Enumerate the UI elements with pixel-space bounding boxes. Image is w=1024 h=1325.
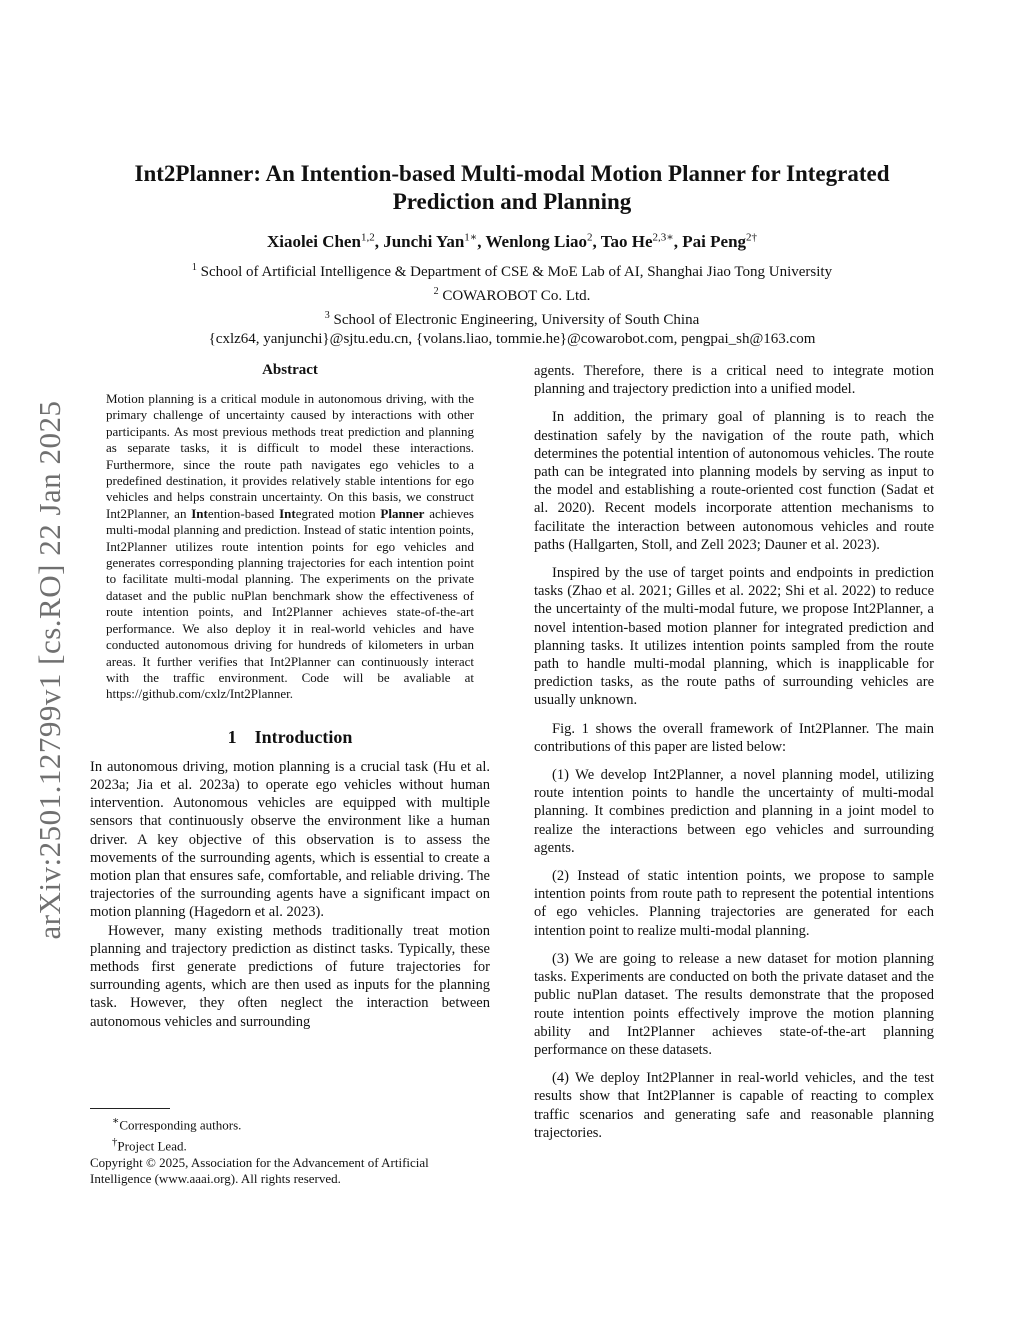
intro-paragraph: Inspired by the use of target points and endpoints in prediction tasks (Zhao et al. 2021; Gilles et al. 2022; Shi et al. 2022) to reduce the uncertainty of the multi-modal future, we propose Int2Planner, a novel intention-based motion planner for integrated prediction and planning tasks. It utilizes intention points sampled from the route path to handle multi-modal planning, which is inapplicable for prediction tasks, as the route paths of surrounding vehicles are usually unknown. xyxy=(534,565,934,709)
author-list xyxy=(100,230,924,252)
contribution-item: (3) We are going to release a new dataset for motion planning tasks. Experiments are conducted on both the private dataset and the public nuPlan dataset. The results demonstrate that the proposed route intention points effectively improve the motion planning ability and Int2Planner achieves state-of-the-art planning performance on these datasets. xyxy=(534,950,934,1058)
footnotes xyxy=(90,1108,490,1188)
contribution-item: (2) Instead of static intention points, we propose to sample intention points from route path to represent the potential intentions of ego vehicles. Planning trajectories are generated for each intention point to realize multi-modal planning. xyxy=(534,868,934,939)
intro-paragraph: In addition, the primary goal of planning is to reach the destination safely by the navigation of the route path, which determines the potential intention of autonomous vehicles. The route path can be integrated into planning models by serving as input to the model and establishing a route-oriented cost function (Sadat et al. 2020). Recent models incorporate attention mechanisms to facilitate the interaction between autonomous vehicles and route paths (Hallgarten, Stoll, and Zell 2023; Dauner et al. 2023). xyxy=(534,409,934,553)
intro-paragraph: However, many existing methods traditionally treat motion planning and trajectory prediction as distinct tasks. Typically, these methods first generate predictions of future trajectories for surrounding agents, which are then used as inputs for the planning task. However, they often neglect the interaction between autonomous vehicles and surrounding xyxy=(90,922,490,1030)
copyright-notice: Copyright © 2025, Association for the Advancement of Artificial Intelligence (www.aaai.org). All rights reserved. xyxy=(90,1154,429,1187)
abstract-body: Motion planning is a critical module in autonomous driving, with the primary challenge of uncertainty caused by interactions with other participants. As most previous methods treat prediction and planning as separate tasks, it is difficult to model these interactions. Furthermore, since the route path navigates ego vehicles to a predefined destination, it provides relatively stable intentions for ego vehicles and helps constrain uncertainty. On this basis, we construct Int2Planner, an Intention-based Integrated motion Planner achieves multi-modal planning and prediction. Instead of static intention points, Int2Planner utilizes route intention points for ego vehicles and generates corresponding planning trajectories for each intention point to facilitate multi-modal planning. The experiments on the private dataset and the public nuPlan benchmark show the effectiveness of route intention points, and Int2Planner achieves state-of-the-art performance. We also deploy it in real-world vehicles and have conducted autonomous driving for hundreds of kilometers in urban areas. It further verifies that Int2Planner can continuously interact with the traffic environment. Code will be avaliable at https://github.com/cxlz/Int2Planner. xyxy=(106,391,474,702)
affiliation-3: $^3$ School of Electronic Engineering, University of South China xyxy=(324,310,700,328)
paper-title-line-2: Prediction and Planning xyxy=(392,189,632,214)
paper-title xyxy=(100,160,924,216)
right-column xyxy=(534,362,934,1152)
section-heading-introduction: 1 Introduction xyxy=(227,726,353,747)
paper-title-line-1: Int2Planner: An Intention-based Multi-modal Motion Planner for Integrated xyxy=(134,161,890,186)
footnote-corresponding: ∗Corresponding authors. xyxy=(112,1115,242,1133)
author: Junchi Yan$^{1∗}$, xyxy=(383,231,486,251)
contribution-item: (4) We deploy Int2Planner in real-world vehicles, and the test results show that Int2Planner is capable of reacting to complex traffic scenarios and generating safe and reasonable planning trajectories. xyxy=(534,1070,934,1141)
affiliation-1: $^1$ School of Artificial Intelligence & Department of CSE & MoE Lab of AI, Shanghai Jiao Tong University xyxy=(191,262,833,280)
author: Xiaolei Chen$^{1,2}$, xyxy=(266,231,384,251)
affiliation-2: $^2$ COWAROBOT Co. Ltd. xyxy=(433,286,591,304)
intro-paragraph: Fig. 1 shows the overall framework of Int2Planner. The main contributions of this paper are listed below: xyxy=(534,720,934,755)
footnote-divider xyxy=(90,1108,170,1109)
abstract-heading: Abstract xyxy=(262,362,318,378)
arxiv-identifier-text: arXiv:2501.12799v1 [cs.RO] 22 Jan 2025 xyxy=(32,400,67,940)
author-emails: {cxlz64, yanjunchi}@sjtu.edu.cn, {volans.liao, tommie.he}@cowarobot.com, pengpai_sh@163.com xyxy=(208,331,816,347)
intro-paragraph: In autonomous driving, motion planning is a crucial task (Hu et al. 2023a; Jia et al. 2023a) to operate ego vehicles without human intervention. Autonomous vehicles are equipped with multiple sensors that continuously observe the environment like a human driver. A key objective of this observation is to assess the movements of the surrounding agents, which is essential to create a motion plan that ensures safe, comfortable, and reliable driving. The trajectories of the surrounding agents have a significant impact on motion planning (Hagedorn et al. 2023). xyxy=(90,758,490,921)
author: Pai Peng$^{2\dagger}$ xyxy=(682,231,758,251)
arxiv-identifier xyxy=(30,360,70,980)
affiliations xyxy=(100,258,924,349)
contribution-item: (1) We develop Int2Planner, a novel planning model, utilizing route intention points to handle the uncertainty of multi-modal planning. It combines prediction and planning in a joint model to realize the interactions between ego vehicles and surrounding agents. xyxy=(534,767,934,856)
footnote-project-lead: †Project Lead. xyxy=(112,1135,187,1154)
author: Wenlong Liao$^2$, xyxy=(485,231,601,251)
intro-paragraph: agents. Therefore, there is a critical need to integrate motion planning and trajectory prediction into a unified model. xyxy=(534,363,934,398)
left-column xyxy=(90,362,490,1031)
author: Tao $He^{2,3∗}$, xyxy=(600,231,683,251)
